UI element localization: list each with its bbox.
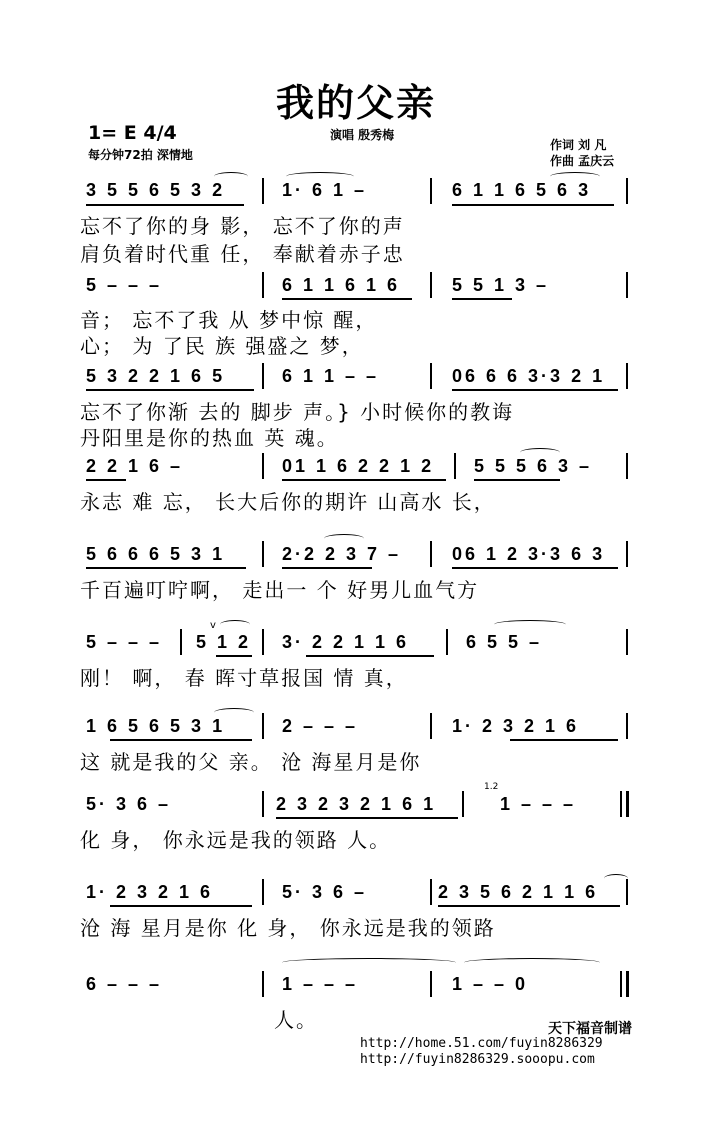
measure-notes: 2 3 5 6 2 1 1 6 <box>438 882 599 902</box>
measure-notes: 1 6 5 6 5 3 1 <box>86 716 226 736</box>
measure-notes: 6 1 1 6 1 6 <box>282 275 401 295</box>
singer-credit: 演唱 殷秀梅 <box>330 128 395 142</box>
measure-notes: 5· 3 6 – <box>86 794 172 814</box>
measure-notes: 5 5 1 3 – <box>452 275 550 295</box>
song-title: 我的父亲 <box>275 81 436 125</box>
measure-notes: 5 – – – <box>86 632 163 652</box>
measure-notes: 06 6 6 3·3 2 1 <box>452 366 606 386</box>
lyric-line: 千百遍叮咛啊， 走出一 个 好男儿血气方 <box>80 578 480 602</box>
lyric-line: 忘不了你的身 影， 忘不了你的声 <box>80 214 405 238</box>
measure-notes: 5 1 2 <box>196 632 252 652</box>
measure-notes: 1 – – 0 <box>452 974 529 994</box>
lyric-line: 沧 海 星月是你 化 身， 你永远是我的领路 <box>80 916 496 940</box>
lyric-line: 人。 <box>274 1008 318 1032</box>
measure-notes: 5 3 2 2 1 6 5 <box>86 366 226 386</box>
measure-notes: 2 2 1 6 – <box>86 456 184 476</box>
measure-notes: 2 3 2 3 2 1 6 1 <box>276 794 437 814</box>
measure-notes: 1 – – – <box>282 974 359 994</box>
measure-notes: 5· 3 6 – <box>282 882 368 902</box>
measure-notes: 2 – – – <box>282 716 359 736</box>
lyric-line: 丹阳里是你的热血 英 魂。 <box>80 426 339 450</box>
lyricist-credit: 作词 刘 凡 <box>550 138 607 152</box>
measure-notes: 2·2 2 3 7 – <box>282 544 402 564</box>
lyric-line: 音； 忘不了我 从 梦中惊 醒， <box>80 308 378 332</box>
measure-notes: 6 – – – <box>86 974 163 994</box>
lyric-line: 心； 为 了民 族 强盛之 梦， <box>80 334 364 358</box>
measure-notes: 1· 2 3 2 1 6 <box>86 882 214 902</box>
tempo-marking: 每分钟72拍 深情地 <box>88 148 193 162</box>
measure-notes: 5 5 5 6 3 – <box>474 456 593 476</box>
publisher-url-2[interactable]: http://fuyin8286329.sooopu.com <box>360 1052 595 1067</box>
lyric-line: 永志 难 忘， 长大后你的期许 山高水 长， <box>80 490 496 514</box>
measure-notes: 3· 2 2 1 1 6 <box>282 632 410 652</box>
lyric-line: 这 就是我的父 亲。 沧 海星月是你 <box>80 750 422 774</box>
measure-notes: 5 6 6 6 5 3 1 <box>86 544 226 564</box>
measure-notes: 6 5 5 – <box>466 632 543 652</box>
measure-notes: 3 5 5 6 5 3 2 <box>86 180 226 200</box>
lyric-line: 肩负着时代重 任， 奉献着赤子忠 <box>80 242 405 266</box>
key-signature: 1= E 4/4 <box>88 122 177 144</box>
lyric-line: 刚！ 啊， 春 晖寸草报国 情 真， <box>80 666 408 690</box>
composer-credit: 作曲 孟庆云 <box>550 154 615 168</box>
measure-notes: 1 – – – <box>500 794 577 814</box>
volta-mark: 1.2 <box>484 782 499 792</box>
publisher-url-1[interactable]: http://home.51.com/fuyin8286329 <box>360 1036 603 1051</box>
measure-notes: 1· 6 1 – <box>282 180 368 200</box>
measure-notes: 6 1 1 6 5 6 3 <box>452 180 592 200</box>
measure-notes: 6 1 1 – – <box>282 366 380 386</box>
measure-notes: 01 1 6 2 2 1 2 <box>282 456 435 476</box>
measure-notes: 06 1 2 3·3 6 3 <box>452 544 606 564</box>
measure-notes: 5 – – – <box>86 275 163 295</box>
publisher-brand: 天下福音制谱 <box>548 1021 632 1037</box>
lyric-line: 忘不了你渐 去的 脚步 声。} 小时候你的教诲 <box>80 400 515 424</box>
lyric-line: 化 身， 你永远是我的领路 人。 <box>80 828 392 852</box>
measure-notes: 1· 2 3 2 1 6 <box>452 716 580 736</box>
